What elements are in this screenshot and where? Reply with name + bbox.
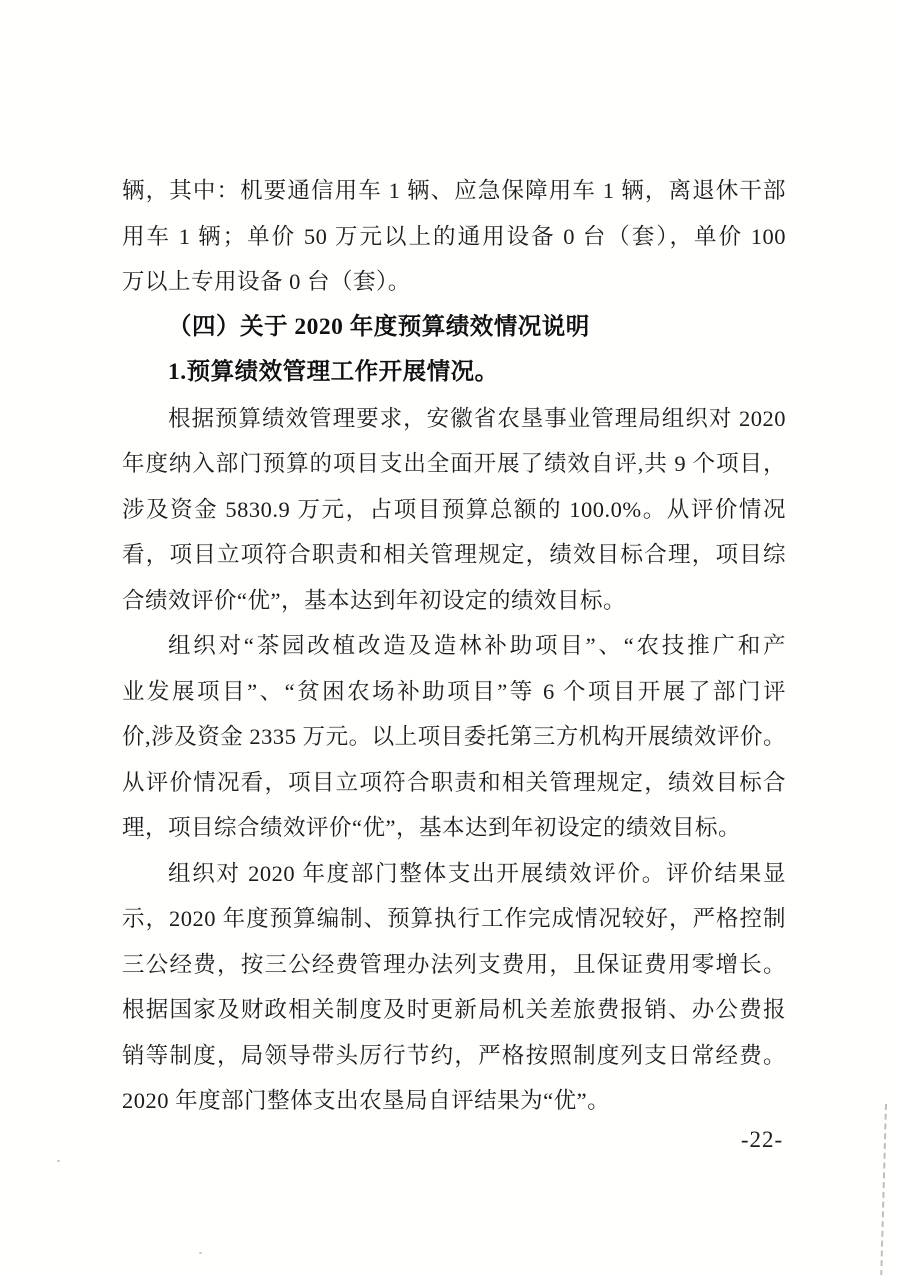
scan-artifact-dashed-line — [880, 1104, 887, 1275]
text-line: 2020 年度部门整体支出农垦局自评结果为“优”。 — [122, 1088, 611, 1113]
text-line: 辆，其中：机要通信用车 1 辆、应急保障用车 1 辆，离退休干部 — [122, 178, 786, 203]
scan-speck — [199, 1252, 202, 1254]
text-line: 组织对 2020 年度部门整体支出开展绩效评价。评价结果显 — [168, 860, 786, 886]
document-body — [122, 168, 786, 1124]
text-line: 万以上专用设备 0 台（套）。 — [122, 269, 411, 294]
text-line: 看，项目立项符合职责和相关管理规定，绩效目标合理，项目综 — [122, 542, 786, 567]
text-line: 根据预算绩效管理要求，安徽省农垦事业管理局组织对 2020 — [168, 405, 786, 431]
text-line: 理，项目综合绩效评价“优”，基本达到年初设定的绩效目标。 — [122, 815, 741, 840]
page-number: -22- — [740, 1127, 784, 1152]
scan-speck — [57, 1160, 60, 1162]
text-line: 业发展项目”、“贫困农场补助项目”等 6 个项目开展了部门评 — [122, 678, 786, 704]
text-line: 价,涉及资金 2335 万元。以上项目委托第三方机构开展绩效评价。 — [122, 724, 786, 749]
text-line: 合绩效评价“优”，基本达到年初设定的绩效目标。 — [122, 587, 626, 613]
text-line: 根据国家及财政相关制度及时更新局机关差旅费报销、办公费报 — [122, 997, 786, 1022]
text-line: 销等制度，局领导带头厉行节约，严格按照制度列支日常经费。 — [122, 1042, 786, 1068]
heading-line: （四）关于 2020 年度预算绩效情况说明 — [168, 313, 590, 340]
text-line: 用车 1 辆；单价 50 万元以上的通用设备 0 台（套），单价 100 — [122, 223, 786, 249]
text-line: 从评价情况看，项目立项符合职责和相关管理规定，绩效目标合 — [122, 769, 786, 795]
text-line: 组织对“茶园改植改造及造林补助项目”、“农技推广和产 — [168, 633, 786, 658]
heading-line: 1.预算绩效管理工作开展情况。 — [168, 359, 499, 385]
text-line: 三公经费，按三公经费管理办法列支费用，且保证费用零增长。 — [122, 951, 786, 977]
text-line: 年度纳入部门预算的项目支出全面开展了绩效自评,共 9 个项目， — [122, 451, 786, 476]
text-line: 示，2020 年度预算编制、预算执行工作完成情况较好，严格控制 — [122, 906, 786, 931]
text-line: 涉及资金 5830.9 万元，占项目预算总额的 100.0%。从评价情况 — [122, 496, 786, 522]
